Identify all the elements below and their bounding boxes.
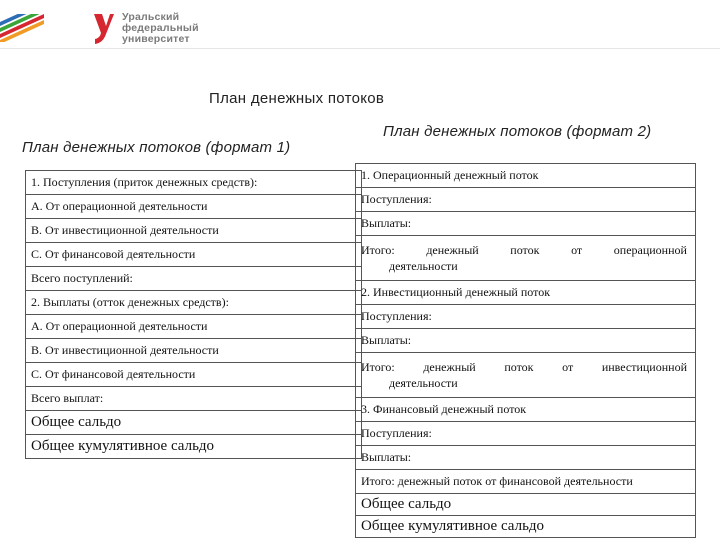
format-2-title: План денежных потоков (формат 2) bbox=[383, 123, 652, 140]
table-row bbox=[26, 339, 362, 363]
table-row bbox=[26, 219, 362, 243]
table-cell: А. От операционной деятельности bbox=[26, 315, 362, 339]
word: операционной bbox=[613, 243, 687, 257]
table-cell: 1. Поступления (приток денежных средств): bbox=[26, 171, 362, 195]
table-row bbox=[356, 212, 696, 236]
word: от bbox=[571, 243, 583, 257]
word: Итого: bbox=[361, 243, 395, 257]
table-cell: Всего выплат: bbox=[26, 387, 362, 411]
table-cell: Выплаты: bbox=[356, 212, 696, 236]
investing-total-cell bbox=[356, 353, 696, 398]
justified-line bbox=[361, 242, 695, 258]
table-row bbox=[26, 387, 362, 411]
format-2-table bbox=[355, 163, 696, 538]
table-cell: Поступления: bbox=[356, 188, 696, 212]
word: денежный bbox=[426, 243, 479, 257]
table-cell: Выплаты: bbox=[356, 329, 696, 353]
header-divider bbox=[0, 48, 720, 49]
table-row bbox=[26, 171, 362, 195]
table-row bbox=[356, 494, 696, 516]
logo-text-line-3: университет bbox=[122, 33, 190, 45]
table-row bbox=[356, 164, 696, 188]
table-row bbox=[26, 363, 362, 387]
format-1-title: План денежных потоков (формат 1) bbox=[22, 139, 291, 156]
word: денежный bbox=[423, 360, 476, 374]
logo-stripes-shape bbox=[0, 14, 44, 42]
table-cell: В. От инвестиционной деятельности bbox=[26, 339, 362, 363]
total-balance-cell: Общее сальдо bbox=[356, 494, 696, 516]
logo-text-line-2: федеральный bbox=[122, 22, 199, 34]
table-cell: В. От инвестиционной деятельности bbox=[26, 219, 362, 243]
table-cell: Выплаты: bbox=[356, 446, 696, 470]
table-cell: А. От операционной деятельности bbox=[26, 195, 362, 219]
table-row bbox=[26, 267, 362, 291]
table-cell: 1. Операционный денежный поток bbox=[356, 164, 696, 188]
university-logo-mark bbox=[93, 12, 115, 46]
table-cell: 2. Выплаты (отток денежных средств): bbox=[26, 291, 362, 315]
table-row bbox=[26, 315, 362, 339]
table-cell: 3. Финансовый денежный поток bbox=[356, 398, 696, 422]
format-1-table bbox=[25, 170, 362, 459]
table-row bbox=[356, 516, 696, 538]
logo-text-line-1: Уральский bbox=[122, 11, 180, 23]
word: деятельности bbox=[389, 376, 458, 390]
word: поток bbox=[504, 360, 534, 374]
word: Итого: bbox=[361, 360, 395, 374]
university-logo-stripes bbox=[0, 14, 44, 42]
table-row bbox=[356, 188, 696, 212]
table-row bbox=[356, 353, 696, 398]
table-row bbox=[356, 236, 696, 281]
cumulative-balance-cell: Общее кумулятивное сальдо bbox=[26, 435, 362, 459]
table-row bbox=[356, 305, 696, 329]
word: инвестиционной bbox=[601, 360, 687, 374]
page-title: План денежных потоков bbox=[209, 90, 385, 107]
table-cell: 2. Инвестиционный денежный поток bbox=[356, 281, 696, 305]
table-row bbox=[26, 243, 362, 267]
table-row bbox=[26, 195, 362, 219]
table-row bbox=[26, 291, 362, 315]
table-cell: Итого: денежный поток от финансовой деятельности bbox=[356, 470, 696, 494]
table-cell: Поступления: bbox=[356, 422, 696, 446]
table-row bbox=[356, 398, 696, 422]
table-row bbox=[356, 446, 696, 470]
table-cell: С. От финансовой деятельности bbox=[26, 363, 362, 387]
table-row bbox=[356, 422, 696, 446]
table-row bbox=[356, 329, 696, 353]
total-balance-cell: Общее сальдо bbox=[26, 411, 362, 435]
table-cell: Поступления: bbox=[356, 305, 696, 329]
cumulative-balance-cell: Общее кумулятивное сальдо bbox=[356, 516, 696, 538]
table-row bbox=[356, 281, 696, 305]
word: поток bbox=[510, 243, 540, 257]
operating-total-cell bbox=[356, 236, 696, 281]
table-row bbox=[356, 470, 696, 494]
justified-line bbox=[361, 359, 695, 375]
word: деятельности bbox=[389, 259, 458, 273]
word: от bbox=[562, 360, 574, 374]
table-row bbox=[26, 411, 362, 435]
table-cell: Всего поступлений: bbox=[26, 267, 362, 291]
table-cell: С. От финансовой деятельности bbox=[26, 243, 362, 267]
table-row bbox=[26, 435, 362, 459]
